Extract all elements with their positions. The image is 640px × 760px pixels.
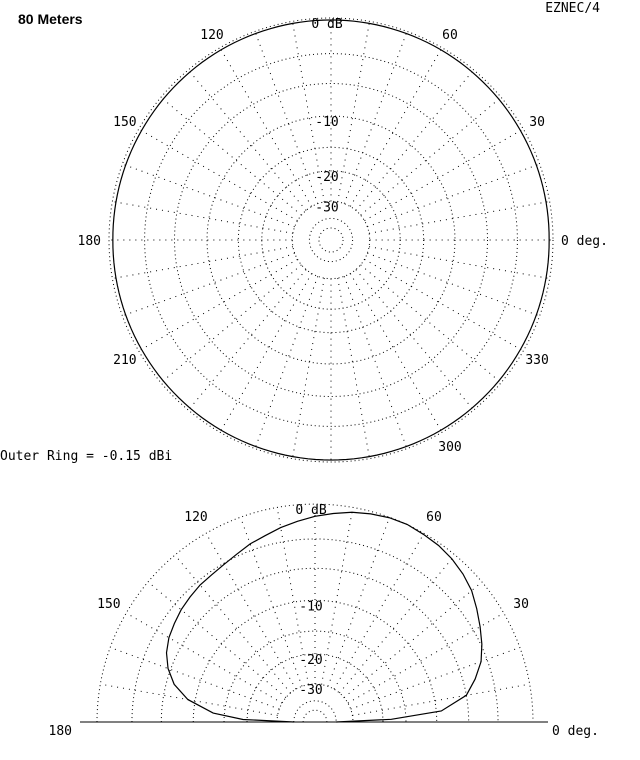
azimuth-grid-ring xyxy=(309,218,352,261)
azimuth-grid-spoke xyxy=(220,48,312,207)
azimuth-grid-spoke xyxy=(255,276,318,448)
azimuth-grid-spoke xyxy=(122,164,294,227)
elevation-grid-spoke xyxy=(322,507,353,684)
azimuth-angle-label: 150 xyxy=(113,115,137,130)
azimuth-angle-label: 0 deg. xyxy=(561,234,608,249)
elevation-angle-label: 120 xyxy=(184,509,208,525)
azimuth-grid-spoke xyxy=(255,31,318,203)
azimuth-grid-spoke xyxy=(350,48,442,207)
azimuth-angle-labels xyxy=(78,17,608,455)
azimuth-grid-spoke xyxy=(188,70,306,210)
azimuth-grid-spoke xyxy=(338,278,370,459)
azimuth-grid-spoke xyxy=(122,253,294,316)
elevation-angle-label: 180 xyxy=(48,724,72,739)
azimuth-grid-spoke xyxy=(188,270,306,410)
azimuth-grid-spoke xyxy=(292,278,324,459)
azimuth-grid-spoke xyxy=(361,97,501,215)
elevation-grid-spoke xyxy=(110,647,279,709)
azimuth-grid-ring xyxy=(175,84,488,397)
azimuth-grid-spoke xyxy=(344,31,407,203)
plot-title: 80 Meters xyxy=(18,11,83,27)
azimuth-grid-spoke xyxy=(139,129,298,221)
elevation-angle-label: 0 deg. xyxy=(552,724,599,739)
azimuth-radial-tick-label: -10 xyxy=(315,115,339,131)
elevation-grid-ring xyxy=(294,701,336,722)
azimuth-angle-label: 60 xyxy=(442,27,458,43)
azimuth-grid-spoke xyxy=(356,70,474,210)
elevation-grid-spoke xyxy=(175,555,291,693)
azimuth-grid-spoke xyxy=(369,201,550,233)
azimuth-grid-spoke xyxy=(369,247,550,279)
azimuth-grid-spoke xyxy=(356,270,474,410)
azimuth-angle-label: 210 xyxy=(113,353,137,368)
elevation-grid-spoke xyxy=(328,517,390,686)
azimuth-grid-spoke xyxy=(361,265,501,383)
azimuth-grid-spoke xyxy=(220,273,312,432)
elevation-angle-labels xyxy=(49,503,599,739)
azimuth-angle-label: 30 xyxy=(529,115,545,130)
elevation-grid-spoke xyxy=(206,533,296,689)
azimuth-angle-label: 120 xyxy=(200,27,224,43)
elevation-radial-tick-label: -30 xyxy=(299,683,323,699)
software-label: EZNEC/4 xyxy=(545,1,600,16)
elevation-radial-tick-label: 0 dB xyxy=(295,503,327,518)
azimuth-grid-ring xyxy=(262,171,400,309)
azimuth-grid-ring xyxy=(145,54,518,427)
elevation-angle-label: 60 xyxy=(426,509,442,525)
azimuth-angle-label: 330 xyxy=(525,353,549,368)
azimuth-grid-spoke xyxy=(364,129,523,221)
elevation-grid-spoke xyxy=(240,517,302,686)
azimuth-radial-tick-label: -20 xyxy=(315,169,339,185)
azimuth-grid-spoke xyxy=(367,253,539,316)
elevation-radial-tick-label: -10 xyxy=(299,599,323,615)
azimuth-radial-tick-label: -30 xyxy=(315,200,339,216)
azimuth-grid-spoke xyxy=(344,276,407,448)
elevation-grid-spoke xyxy=(126,613,282,703)
azimuth-radial-tick-label: 0 dB xyxy=(311,17,343,32)
elevation-grid-spoke xyxy=(351,647,520,709)
azimuth-grid-spoke xyxy=(112,247,293,279)
elevation-angle-label: 150 xyxy=(97,597,121,612)
elevation-grid-spoke xyxy=(344,582,482,698)
elevation-grid-spoke xyxy=(334,533,424,689)
elevation-grid-ring xyxy=(161,568,468,722)
azimuth-angle-label: 180 xyxy=(77,234,101,249)
elevation-grid-spoke xyxy=(339,555,455,693)
azimuth-grid-spoke xyxy=(139,259,298,351)
outer-ring-label: Outer Ring = -0.15 dBi xyxy=(0,449,173,464)
azimuth-grid-spoke xyxy=(161,97,301,215)
azimuth-grid-ring xyxy=(319,228,343,252)
azimuth-grid-spoke xyxy=(367,164,539,227)
azimuth-angle-label: 300 xyxy=(438,440,462,456)
azimuth-grid-spoke xyxy=(350,273,442,432)
elevation-grid-ring xyxy=(224,631,406,722)
elevation-angle-label: 30 xyxy=(513,597,529,612)
azimuth-grid-spoke xyxy=(364,259,523,351)
elevation-grid-ring xyxy=(303,710,327,722)
elevation-radial-tick-label: -20 xyxy=(299,653,323,669)
azimuth-grid-spoke xyxy=(161,265,301,383)
